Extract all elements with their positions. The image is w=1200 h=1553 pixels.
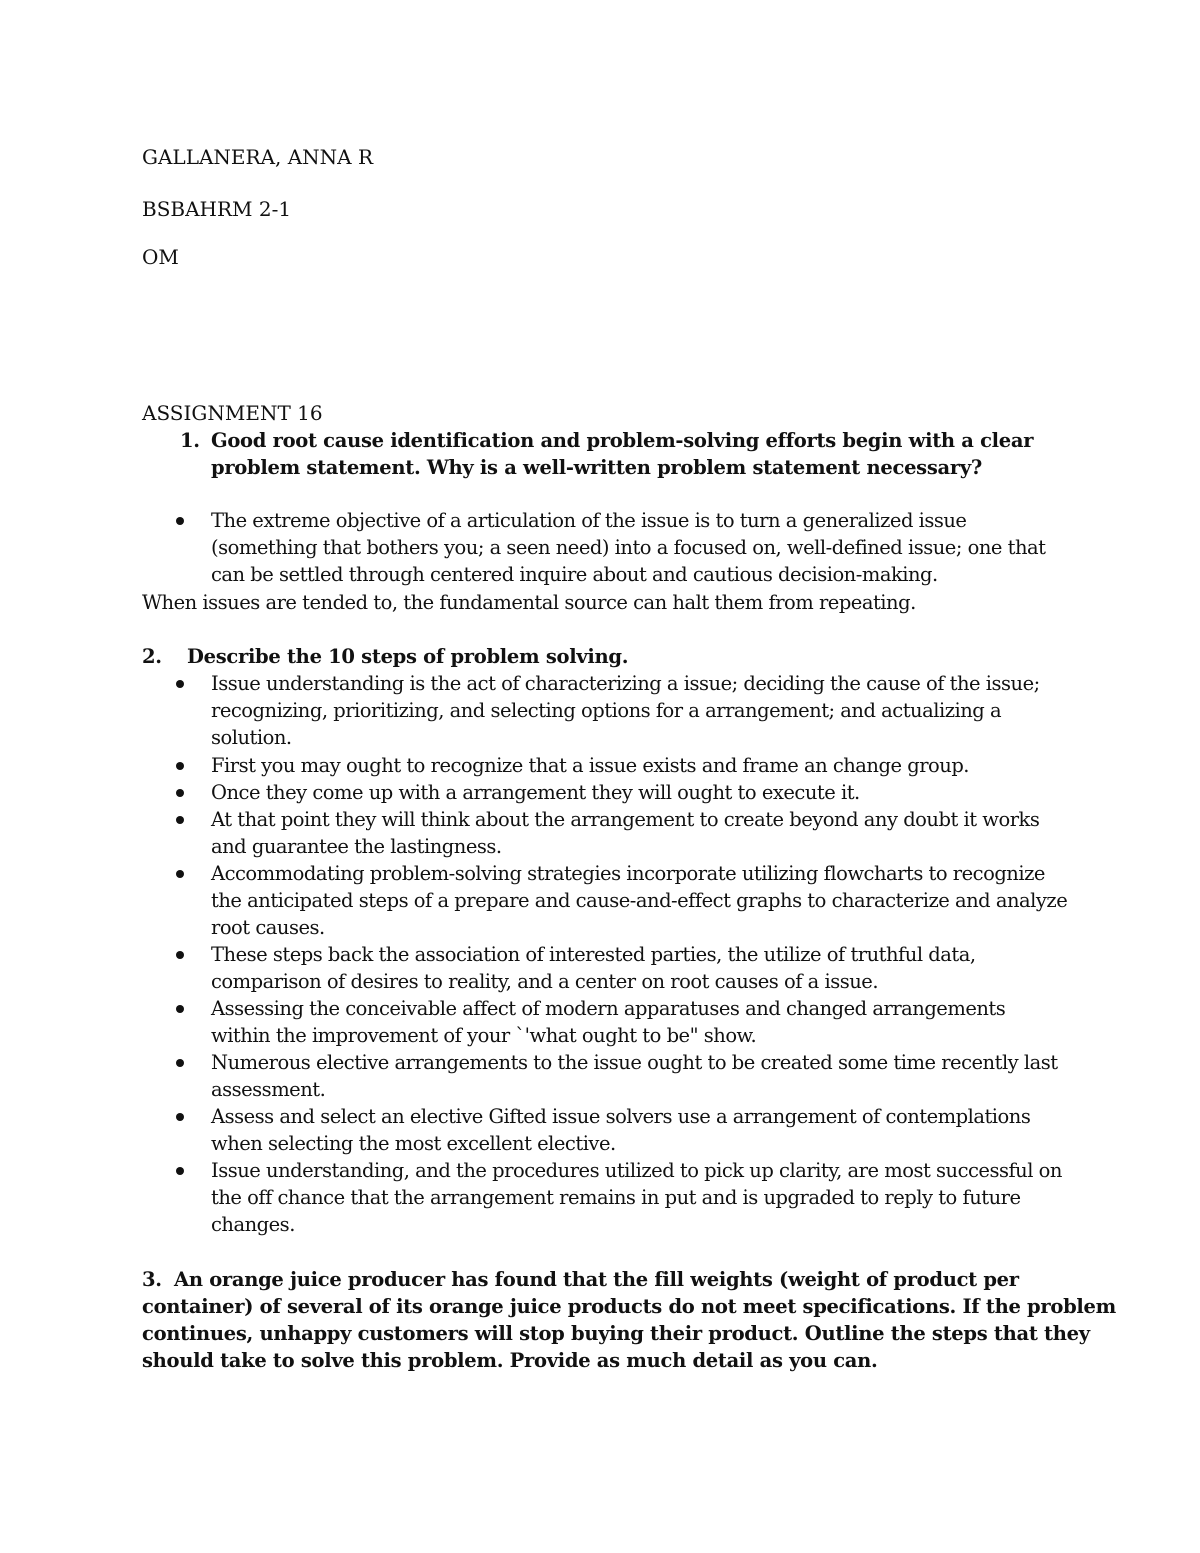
q2-bullet-line: Assessing the conceivable affect of modern apparatuses and changed arrangements: [211, 997, 1006, 1020]
assignment-title: ASSIGNMENT 16: [142, 401, 323, 425]
q3-text-line: continues, unhappy customers will stop buying their product. Outline the steps that they: [142, 1322, 1090, 1345]
q2-bullet-line: changes.: [211, 1213, 295, 1236]
q2-bullet-line: assessment.: [211, 1078, 326, 1101]
q1-answer-line: The extreme objective of a articulation of the issue is to turn a generalized issue: [211, 509, 967, 532]
q2-bullet-line: Issue understanding is the act of characterizing a issue; deciding the cause of the issue;: [211, 672, 1040, 695]
q2-bullet-line: Once they come up with a arrangement they will ought to execute it.: [211, 781, 860, 804]
q3-text-line: container) of several of its orange juice products do not meet specifications. If the problem: [142, 1295, 1116, 1318]
q2-bullet-line: First you may ought to recognize that a issue exists and frame an change group.: [211, 754, 970, 777]
student-name: GALLANERA, ANNA R: [142, 145, 374, 169]
bullet-icon: [176, 1167, 184, 1175]
q1-text-line: Good root cause identification and problem-solving efforts begin with a clear: [211, 429, 1034, 452]
q2-bullet-line: Accommodating problem-solving strategies incorporate utilizing flowcharts to recognize: [211, 862, 1045, 885]
q1-answer-line: can be settled through centered inquire about and cautious decision-making.: [211, 563, 938, 586]
q1-extra-text: When issues are tended to, the fundamental source can halt them from repeating.: [142, 591, 916, 614]
bullet-icon: [176, 789, 184, 797]
course-section: BSBAHRM 2-1: [142, 197, 292, 221]
q1-answer-line: (something that bothers you; a seen need) into a focused on, well-defined issue; one that: [211, 536, 1046, 559]
bullet-icon: [176, 1113, 184, 1121]
q2-bullet-line: Assess and select an elective Gifted issue solvers use a arrangement of contemplations: [211, 1105, 1031, 1128]
q2-bullet-line: when selecting the most excellent elective.: [211, 1132, 616, 1155]
q2-bullet-line: These steps back the association of interested parties, the utilize of truthful data,: [211, 943, 976, 966]
q1-text-line: problem statement. Why is a well-written problem statement necessary?: [211, 456, 982, 479]
bullet-icon: [176, 1059, 184, 1067]
q2-bullet-line: At that point they will think about the arrangement to create beyond any doubt it works: [211, 808, 1040, 831]
bullet-icon: [176, 1005, 184, 1013]
q2-bullet-line: comparison of desires to reality, and a center on root causes of a issue.: [211, 970, 879, 993]
q2-number: 2.: [142, 645, 162, 668]
bullet-icon: [176, 517, 184, 525]
q2-bullet-line: solution.: [211, 726, 292, 749]
q3-text-line: An orange juice producer has found that the fill weights (weight of product per: [174, 1268, 1019, 1291]
bullet-icon: [176, 762, 184, 770]
q2-bullet-line: Issue understanding, and the procedures utilized to pick up clarity, are most successful on: [211, 1159, 1062, 1182]
q2-title: Describe the 10 steps of problem solving.: [187, 645, 629, 668]
q2-bullet-line: and guarantee the lastingness.: [211, 835, 502, 858]
q2-bullet-line: the anticipated steps of a prepare and cause-and-effect graphs to characterize and analyze: [211, 889, 1068, 912]
q2-bullet-line: recognizing, prioritizing, and selecting options for a arrangement; and actualizing a: [211, 699, 1002, 722]
q2-bullet-line: within the improvement of your `'what ought to be" show.: [211, 1024, 757, 1047]
q3-number: 3.: [142, 1268, 162, 1291]
q2-bullet-line: root causes.: [211, 916, 325, 939]
q2-bullet-line: the off chance that the arrangement remains in put and is upgraded to reply to future: [211, 1186, 1021, 1209]
subject-code: OM: [142, 245, 179, 269]
bullet-icon: [176, 870, 184, 878]
q2-bullet-line: Numerous elective arrangements to the issue ought to be created some time recently last: [211, 1051, 1058, 1074]
bullet-icon: [176, 951, 184, 959]
q1-number: 1.: [180, 429, 200, 452]
q3-text-line: should take to solve this problem. Provide as much detail as you can.: [142, 1349, 878, 1372]
bullet-icon: [176, 680, 184, 688]
bullet-icon: [176, 816, 184, 824]
